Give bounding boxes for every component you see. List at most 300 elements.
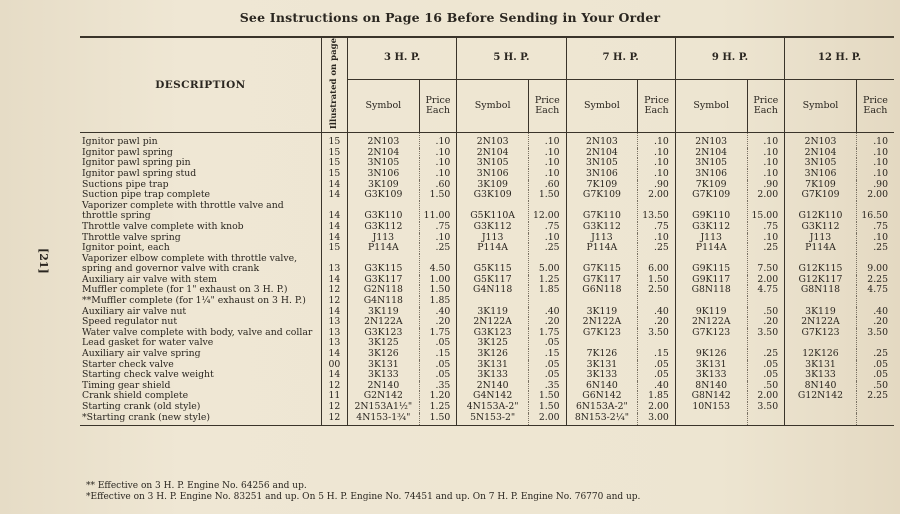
part-symbol: 2N122A	[457, 317, 529, 328]
part-symbol: 3K126	[457, 349, 529, 360]
part-price: .10	[873, 168, 888, 179]
illustrated-page: 15	[321, 148, 347, 159]
illustrated-page: 00	[321, 360, 347, 371]
part-symbol: P114A	[566, 243, 638, 254]
part-symbol: 7K109	[675, 180, 747, 191]
part-description: Timing gear shield	[80, 381, 321, 392]
part-price: 1.50	[528, 391, 566, 402]
part-price: .10	[873, 232, 888, 243]
part-price: .10	[419, 158, 457, 169]
symbol-header: Symbol	[675, 80, 747, 133]
part-price: 2.00	[638, 402, 676, 413]
part-price: .10	[638, 148, 676, 159]
part-symbol: J113	[457, 233, 529, 244]
part-symbol: 2N122A	[566, 317, 638, 328]
table-row	[80, 133, 894, 148]
table-row	[80, 190, 894, 201]
hp-header-7: 7 H. P.	[566, 37, 675, 80]
table-row	[80, 349, 894, 360]
part-price: 2.25	[867, 391, 888, 402]
part-description: Ignitor point, each	[80, 243, 321, 254]
table-row	[80, 360, 894, 371]
hp-header-5: 5 H. P.	[457, 37, 566, 80]
hp-header-12: 12 H. P.	[785, 37, 894, 80]
illustrated-page: 15	[321, 243, 347, 254]
part-price: .05	[873, 359, 888, 370]
illustrated-page: 13	[321, 328, 347, 339]
description-header: DESCRIPTION	[80, 37, 321, 133]
illustrated-page: 14	[321, 190, 347, 201]
illustrated-page: 15	[321, 133, 347, 148]
part-description: Lead gasket for water valve	[80, 338, 321, 349]
part-symbol: G4N118	[457, 285, 529, 296]
part-symbol: G7K109	[785, 190, 857, 201]
part-symbol: G3K112	[457, 222, 529, 233]
part-symbol: G12K110	[785, 201, 857, 222]
part-symbol: 8N140	[675, 381, 747, 392]
part-price: .75	[419, 222, 457, 233]
part-symbol: G4N118	[348, 296, 420, 307]
part-symbol: G6N142	[566, 391, 638, 402]
part-symbol	[675, 413, 747, 426]
part-price: .10	[873, 158, 888, 169]
part-description: Speed regulator nut	[80, 317, 321, 328]
part-price: 3.50	[747, 328, 785, 339]
part-symbol: G3K115	[348, 254, 420, 275]
part-price: 1.50	[638, 275, 676, 286]
part-price	[856, 338, 894, 349]
illustrated-page: 13	[321, 317, 347, 328]
part-symbol: J113	[785, 233, 857, 244]
part-price: 2.00	[528, 413, 566, 426]
price-header: Price Each	[747, 80, 785, 133]
part-symbol: 3K131	[785, 360, 857, 371]
part-price: .60	[528, 180, 566, 191]
part-symbol: 2N103	[785, 133, 857, 148]
illustrated-page: 15	[321, 169, 347, 180]
part-price: .10	[638, 158, 676, 169]
part-symbol: G7K109	[566, 190, 638, 201]
part-description: Starting crank (old style)	[80, 402, 321, 413]
part-symbol: 2N103	[348, 133, 420, 148]
part-symbol: P114A	[785, 243, 857, 254]
part-symbol: G9K117	[675, 275, 747, 286]
part-price: .10	[528, 158, 566, 169]
page-number: [21]	[37, 248, 50, 274]
part-symbol: 5N153-2"	[457, 413, 529, 426]
part-symbol: 3K109	[457, 180, 529, 191]
part-symbol: 3K125	[457, 338, 529, 349]
part-price: .10	[638, 133, 676, 148]
part-price: 5.00	[528, 254, 566, 275]
part-description: Auxiliary air valve with stem	[80, 275, 321, 286]
part-price: 3.50	[867, 327, 888, 338]
part-price: .05	[638, 370, 676, 381]
part-description: Auxiliary air valve nut	[80, 307, 321, 318]
illustrated-page: 11	[321, 391, 347, 402]
part-price: 3.50	[747, 402, 785, 413]
part-price: 1.25	[528, 275, 566, 286]
part-symbol: G3K110	[348, 201, 420, 222]
part-price: .10	[528, 148, 566, 159]
part-price: 1.50	[419, 285, 457, 296]
part-symbol: G3K123	[348, 328, 420, 339]
table-row	[80, 317, 894, 328]
illustrated-page: 14	[321, 370, 347, 381]
part-price: .05	[419, 338, 457, 349]
part-price: .50	[747, 381, 785, 392]
illustrated-page: 13	[321, 254, 347, 275]
part-price: .05	[419, 360, 457, 371]
part-symbol: G3K112	[566, 222, 638, 233]
part-symbol: 3K119	[785, 307, 857, 318]
part-description: Ignitor pawl spring	[80, 148, 321, 159]
part-symbol: 3N106	[457, 169, 529, 180]
part-price: 6.00	[638, 254, 676, 275]
part-price: .35	[528, 381, 566, 392]
part-price: .60	[419, 180, 457, 191]
part-price: .10	[419, 169, 457, 180]
table-row	[80, 381, 894, 392]
part-description: Starter check valve	[80, 360, 321, 371]
part-symbol: 2N104	[566, 148, 638, 159]
part-symbol: G3K112	[348, 222, 420, 233]
part-symbol	[566, 296, 638, 307]
part-price: .90	[873, 179, 888, 190]
part-description: Throttle valve spring	[80, 233, 321, 244]
part-price: .10	[638, 169, 676, 180]
table-row	[80, 148, 894, 159]
part-symbol: 8N153-2¼"	[566, 413, 638, 426]
part-symbol: G4N142	[457, 391, 529, 402]
table-row	[80, 338, 894, 349]
part-price: .75	[747, 222, 785, 233]
part-symbol: G9K110	[675, 201, 747, 222]
part-symbol: 3N106	[785, 169, 857, 180]
price-header: Price Each	[419, 80, 457, 133]
part-price	[856, 402, 894, 413]
part-symbol	[785, 402, 857, 413]
part-symbol: G5K115	[457, 254, 529, 275]
part-symbol	[566, 338, 638, 349]
part-symbol: 3N106	[566, 169, 638, 180]
part-price: .05	[528, 360, 566, 371]
illustrated-page: 14	[321, 180, 347, 191]
part-symbol: 2N103	[675, 133, 747, 148]
part-price: .90	[638, 180, 676, 191]
part-price: 7.50	[747, 254, 785, 275]
part-price: .10	[419, 233, 457, 244]
part-symbol: G7K123	[566, 328, 638, 339]
part-price: .10	[419, 133, 457, 148]
part-price: .05	[747, 370, 785, 381]
part-price: .10	[528, 133, 566, 148]
part-description: Starting check valve weight	[80, 370, 321, 381]
part-symbol: 2N122A	[348, 317, 420, 328]
table-row	[80, 275, 894, 286]
part-price: 1.75	[419, 328, 457, 339]
table-row	[80, 222, 894, 233]
part-description: Suctions pipe trap	[80, 180, 321, 191]
part-symbol: G9K115	[675, 254, 747, 275]
illustrated-page: 14	[321, 307, 347, 318]
illustrated-page: 14	[321, 349, 347, 360]
illustrated-page: 15	[321, 158, 347, 169]
part-symbol	[785, 296, 857, 307]
part-symbol: 2N153A1½"	[348, 402, 420, 413]
part-symbol: G5K110A	[457, 201, 529, 222]
part-price: .90	[747, 180, 785, 191]
part-symbol: G3K109	[348, 190, 420, 201]
table-row	[80, 201, 894, 222]
part-price: 1.75	[528, 328, 566, 339]
part-symbol: G3K123	[457, 328, 529, 339]
symbol-header: Symbol	[566, 80, 638, 133]
part-price: .05	[638, 360, 676, 371]
part-price: .50	[873, 380, 888, 391]
footnotes	[86, 481, 640, 502]
part-price: .10	[747, 233, 785, 244]
part-price: .20	[638, 317, 676, 328]
part-price: 1.25	[419, 402, 457, 413]
part-price: .20	[419, 317, 457, 328]
part-symbol: J113	[675, 233, 747, 244]
part-symbol: G6N118	[566, 285, 638, 296]
symbol-header: Symbol	[457, 80, 529, 133]
price-header: Price Each	[856, 80, 894, 133]
part-symbol: 3K133	[675, 370, 747, 381]
part-symbol: G8N142	[675, 391, 747, 402]
part-price: 3.50	[638, 328, 676, 339]
part-symbol: 6N140	[566, 381, 638, 392]
part-symbol: G2N142	[348, 391, 420, 402]
part-price: .15	[528, 349, 566, 360]
price-header: Price Each	[638, 80, 676, 133]
part-symbol: 7K126	[566, 349, 638, 360]
part-price: .40	[528, 307, 566, 318]
part-symbol: 3K131	[566, 360, 638, 371]
footnote-double-star: ** Effective on 3 H. P. Engine No. 64256 and up.	[86, 481, 307, 491]
part-symbol: G8N118	[675, 285, 747, 296]
part-price: 13.50	[638, 201, 676, 222]
table-row	[80, 254, 894, 275]
part-symbol: P114A	[675, 243, 747, 254]
part-price: .25	[528, 243, 566, 254]
part-symbol: 3K133	[348, 370, 420, 381]
part-description: Water valve complete with body, valve and collar	[80, 328, 321, 339]
part-symbol: G8N118	[785, 285, 857, 296]
part-symbol: 7K109	[785, 180, 857, 191]
part-symbol: G2N118	[348, 285, 420, 296]
symbol-header: Symbol	[785, 80, 857, 133]
part-symbol: 2N103	[566, 133, 638, 148]
part-symbol: 2N104	[348, 148, 420, 159]
part-price: 4.50	[419, 254, 457, 275]
part-symbol: G5K117	[457, 275, 529, 286]
part-symbol: G12K117	[785, 275, 857, 286]
hp-header-3: 3 H. P.	[348, 37, 457, 80]
part-symbol: 3N106	[348, 169, 420, 180]
part-symbol: 3K131	[348, 360, 420, 371]
part-symbol: 3N106	[675, 169, 747, 180]
illustrated-page: 14	[321, 201, 347, 222]
table-row	[80, 413, 894, 426]
illustrated-page: 14	[321, 222, 347, 233]
part-price: 1.50	[528, 190, 566, 201]
part-price: 1.85	[419, 296, 457, 307]
part-price: .25	[419, 243, 457, 254]
part-price: 4.75	[867, 285, 888, 296]
part-price	[856, 413, 894, 426]
part-price	[638, 338, 676, 349]
page-ref-header-text: Illustrated on page	[328, 38, 339, 130]
part-description: Ignitor pawl spring pin	[80, 158, 321, 169]
illustrated-page: 12	[321, 285, 347, 296]
part-symbol: 10N153	[675, 402, 747, 413]
part-price: .25	[638, 243, 676, 254]
part-symbol: G12K115	[785, 254, 857, 275]
parts-table-body	[80, 133, 894, 426]
part-symbol	[457, 296, 529, 307]
table-row	[80, 233, 894, 244]
part-symbol: 2N104	[675, 148, 747, 159]
part-price	[528, 296, 566, 307]
illustrated-page: 12	[321, 296, 347, 307]
part-price	[747, 296, 785, 307]
illustrated-page: 14	[321, 233, 347, 244]
part-symbol	[785, 338, 857, 349]
part-price: .10	[419, 148, 457, 159]
part-symbol: 3K119	[348, 307, 420, 318]
part-symbol	[785, 413, 857, 426]
part-price: .05	[528, 338, 566, 349]
part-description: Muffler complete (for 1" exhaust on 3 H. P.)	[80, 285, 321, 296]
part-price: 1.50	[419, 190, 457, 201]
part-symbol: 6N153A-2"	[566, 402, 638, 413]
part-price: .10	[747, 158, 785, 169]
part-price: .25	[873, 243, 888, 254]
part-symbol: G7K123	[675, 328, 747, 339]
part-price: .25	[747, 349, 785, 360]
part-price: .25	[873, 349, 888, 360]
part-price: 1.85	[638, 391, 676, 402]
part-symbol: 3K119	[457, 307, 529, 318]
part-price	[638, 296, 676, 307]
part-price: .40	[419, 307, 457, 318]
part-symbol: 3K133	[785, 370, 857, 381]
footnote-single-star: *Effective on 3 H. P. Engine No. 83251 and up. On 5 H. P. Engine No. 74451 and up. On 7 H. P. Engine No. 76770 and up.	[86, 491, 641, 502]
part-price: .05	[747, 360, 785, 371]
illustrated-page: 14	[321, 275, 347, 286]
part-symbol: 3K119	[566, 307, 638, 318]
part-description: Vaporizer complete with throttle valve and throttle spring	[80, 201, 321, 222]
part-symbol: 4N153-1¾"	[348, 413, 420, 426]
part-price: 2.00	[747, 190, 785, 201]
part-symbol: 3K125	[348, 338, 420, 349]
part-symbol: G7K115	[566, 254, 638, 275]
part-price: 1.50	[528, 402, 566, 413]
part-symbol: 2N104	[457, 148, 529, 159]
part-symbol: 3K131	[675, 360, 747, 371]
part-price: .40	[873, 306, 888, 317]
part-price: 1.00	[419, 275, 457, 286]
part-symbol: 3N105	[457, 158, 529, 169]
part-price	[747, 413, 785, 426]
part-price: .40	[638, 307, 676, 318]
part-price: 11.00	[419, 201, 457, 222]
part-symbol: 3K109	[348, 180, 420, 191]
part-price: .20	[873, 317, 888, 328]
part-price: .75	[528, 222, 566, 233]
part-symbol: 3N105	[566, 158, 638, 169]
table-row	[80, 169, 894, 180]
table-row	[80, 180, 894, 191]
part-price: .50	[747, 307, 785, 318]
part-price: 1.85	[528, 285, 566, 296]
part-price: 3.00	[638, 413, 676, 426]
part-symbol: G3K109	[457, 190, 529, 201]
part-symbol: 3K126	[348, 349, 420, 360]
illustrated-page: 13	[321, 338, 347, 349]
part-symbol: 3N105	[785, 158, 857, 169]
part-price: 2.25	[867, 274, 888, 285]
part-description: *Starting crank (new style)	[80, 413, 321, 426]
symbol-header: Symbol	[348, 80, 420, 133]
table-row	[80, 296, 894, 307]
part-price: 2.00	[747, 391, 785, 402]
part-symbol: G7K123	[785, 328, 857, 339]
part-symbol: J113	[348, 233, 420, 244]
part-price: .75	[638, 222, 676, 233]
part-price: 4.75	[747, 285, 785, 296]
part-price: .05	[528, 370, 566, 381]
illustrated-page: 12	[321, 402, 347, 413]
part-price: 16.50	[861, 210, 888, 222]
part-price: .10	[528, 169, 566, 180]
part-symbol: 7K109	[566, 180, 638, 191]
part-price: 2.50	[638, 285, 676, 296]
table-row	[80, 402, 894, 413]
part-symbol: 2N104	[785, 148, 857, 159]
part-price: .15	[638, 349, 676, 360]
part-price: .20	[747, 317, 785, 328]
page-header-title: See Instructions on Page 16 Before Sending in Your Order	[239, 10, 661, 25]
part-symbol: G7K110	[566, 201, 638, 222]
part-price	[856, 296, 894, 307]
part-symbol: G3K112	[785, 222, 857, 233]
parts-price-table	[80, 36, 894, 426]
part-price: .35	[419, 381, 457, 392]
part-price: .05	[873, 370, 888, 381]
part-symbol: 2N140	[457, 381, 529, 392]
part-symbol: G3K117	[348, 275, 420, 286]
part-description: Suction pipe trap complete	[80, 190, 321, 201]
part-symbol: 3K133	[457, 370, 529, 381]
part-price: 2.00	[747, 275, 785, 286]
part-symbol: 8N140	[785, 381, 857, 392]
table-row	[80, 243, 894, 254]
table-row	[80, 370, 894, 381]
part-price: 12.00	[528, 201, 566, 222]
part-symbol: 3N105	[675, 158, 747, 169]
part-symbol: 2N122A	[785, 317, 857, 328]
part-symbol: 3K131	[457, 360, 529, 371]
part-description: Crank shield complete	[80, 391, 321, 402]
part-symbol: P114A	[348, 243, 420, 254]
part-symbol	[675, 296, 747, 307]
part-price: 2.00	[867, 190, 888, 201]
part-symbol: G7K109	[675, 190, 747, 201]
